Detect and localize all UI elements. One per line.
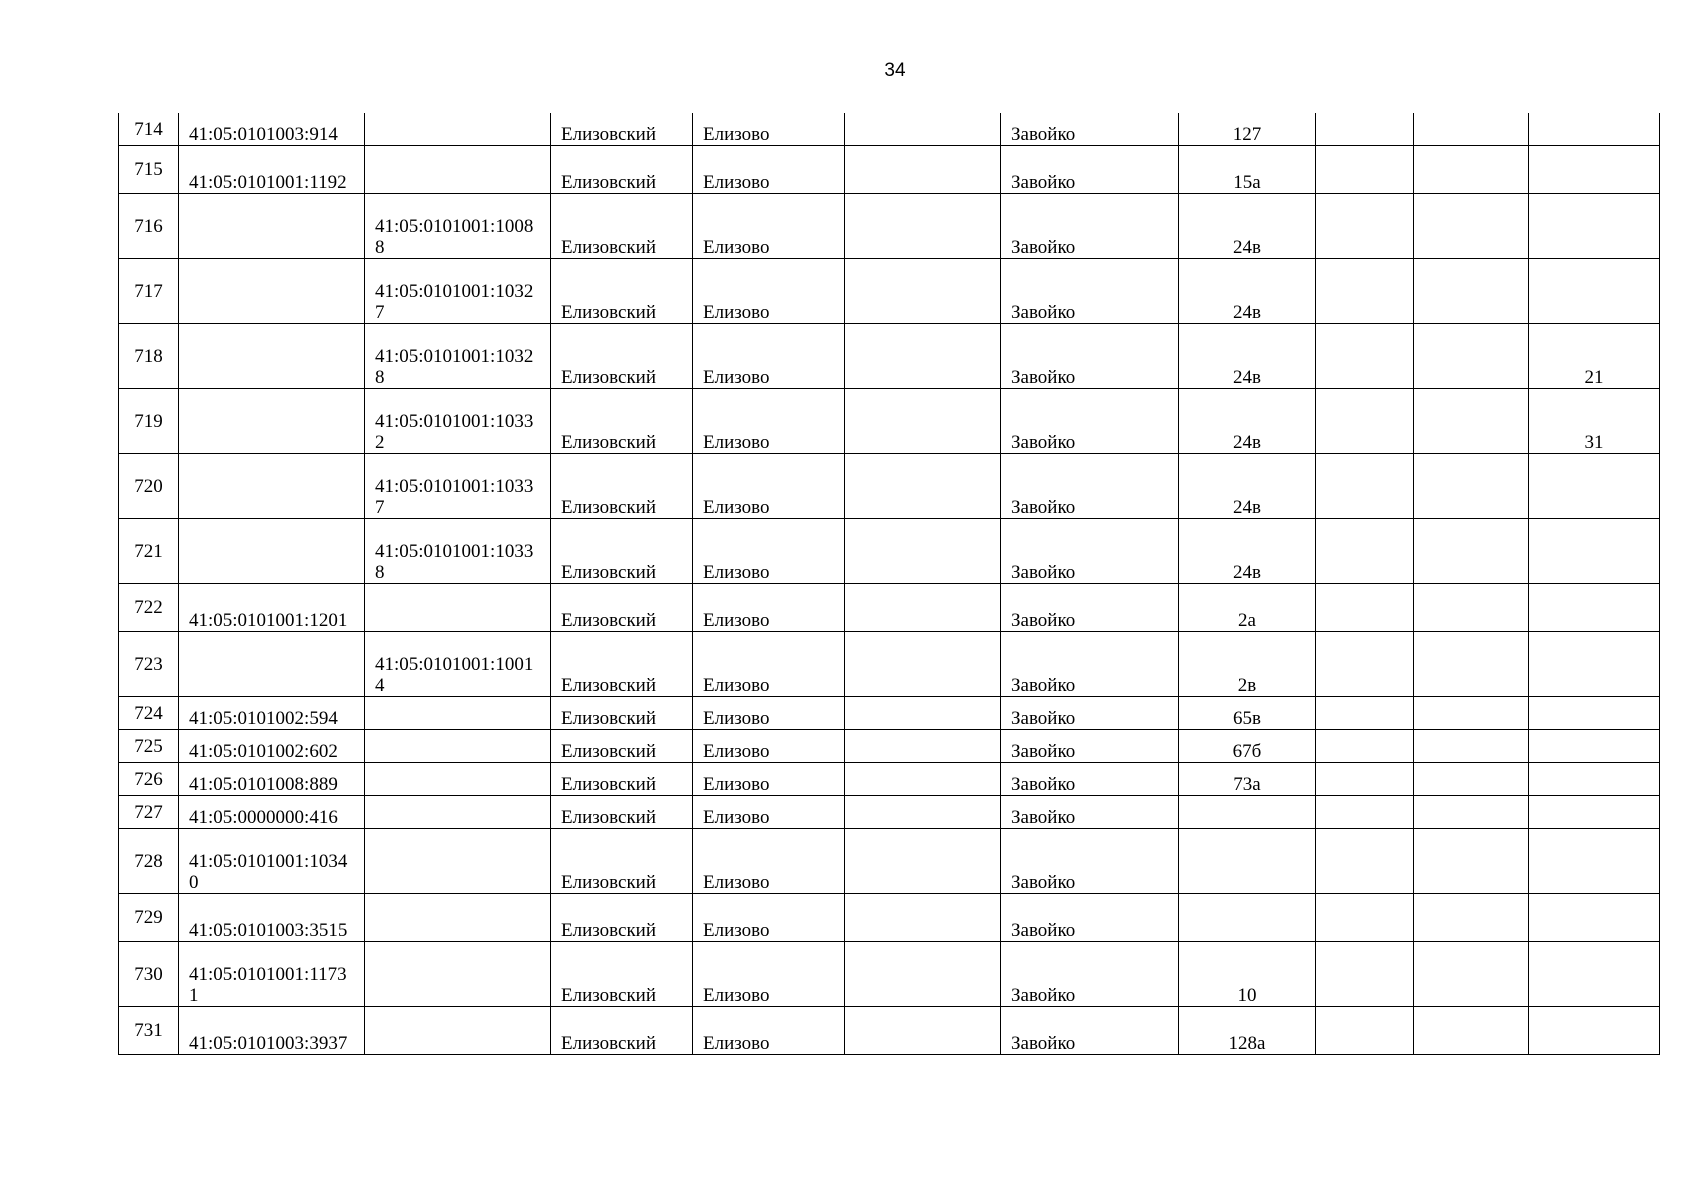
row-number: 714 [119, 113, 179, 146]
empty-cell [845, 942, 1001, 1007]
district-cell: Елизовский [551, 697, 693, 730]
house-number-cell: 2в [1179, 632, 1316, 697]
apartment-number-cell [1529, 584, 1660, 632]
row-number: 718 [119, 324, 179, 389]
cadastral-number-cell [179, 324, 365, 389]
empty-cell [845, 730, 1001, 763]
table-row [119, 454, 1660, 519]
empty-cell [1316, 894, 1414, 942]
city-cell: Елизово [693, 454, 845, 519]
street-cell: Завойко [1001, 324, 1179, 389]
empty-cell [1414, 942, 1529, 1007]
row-number: 719 [119, 389, 179, 454]
empty-cell [845, 697, 1001, 730]
building-cadastral-number-cell: 41:05:0101001:10014 [365, 632, 551, 697]
building-cadastral-number-cell [365, 1007, 551, 1055]
empty-cell [845, 146, 1001, 194]
district-cell: Елизовский [551, 584, 693, 632]
city-cell: Елизово [693, 763, 845, 796]
district-cell: Елизовский [551, 454, 693, 519]
row-number: 720 [119, 454, 179, 519]
apartment-number-cell: 31 [1529, 389, 1660, 454]
cadastral-number-cell: 41:05:0101001:1201 [179, 584, 365, 632]
row-number: 715 [119, 146, 179, 194]
district-cell: Елизовский [551, 894, 693, 942]
street-cell: Завойко [1001, 454, 1179, 519]
empty-cell [1414, 146, 1529, 194]
cadastral-number-cell: 41:05:0101002:594 [179, 697, 365, 730]
table-row [119, 763, 1660, 796]
street-cell: Завойко [1001, 259, 1179, 324]
cadastral-number-cell: 41:05:0101001:11731 [179, 942, 365, 1007]
building-cadastral-number-cell: 41:05:0101001:10332 [365, 389, 551, 454]
empty-cell [1316, 730, 1414, 763]
empty-cell [1414, 519, 1529, 584]
empty-cell [845, 113, 1001, 146]
street-cell: Завойко [1001, 730, 1179, 763]
row-number: 728 [119, 829, 179, 894]
house-number-cell [1179, 796, 1316, 829]
table-row [119, 942, 1660, 1007]
empty-cell [845, 519, 1001, 584]
street-cell: Завойко [1001, 632, 1179, 697]
cadastral-number-cell: 41:05:0101008:889 [179, 763, 365, 796]
row-number: 721 [119, 519, 179, 584]
apartment-number-cell [1529, 796, 1660, 829]
building-cadastral-number-cell [365, 763, 551, 796]
city-cell: Елизово [693, 1007, 845, 1055]
street-cell: Завойко [1001, 796, 1179, 829]
cadastral-number-cell: 41:05:0101003:3515 [179, 894, 365, 942]
apartment-number-cell [1529, 146, 1660, 194]
district-cell: Елизовский [551, 389, 693, 454]
row-number: 725 [119, 730, 179, 763]
house-number-cell: 24в [1179, 324, 1316, 389]
building-cadastral-number-cell: 41:05:0101001:10088 [365, 194, 551, 259]
city-cell: Елизово [693, 697, 845, 730]
table-row [119, 113, 1660, 146]
district-cell: Елизовский [551, 1007, 693, 1055]
building-cadastral-number-cell [365, 829, 551, 894]
street-cell: Завойко [1001, 1007, 1179, 1055]
apartment-number-cell [1529, 113, 1660, 146]
apartment-number-cell [1529, 829, 1660, 894]
district-cell: Елизовский [551, 113, 693, 146]
building-cadastral-number-cell [365, 113, 551, 146]
house-number-cell: 65в [1179, 697, 1316, 730]
building-cadastral-number-cell [365, 697, 551, 730]
empty-cell [1316, 454, 1414, 519]
table-row [119, 389, 1660, 454]
building-cadastral-number-cell [365, 894, 551, 942]
table-row [119, 730, 1660, 763]
house-number-cell: 24в [1179, 519, 1316, 584]
empty-cell [1414, 829, 1529, 894]
empty-cell [1414, 697, 1529, 730]
empty-cell [1414, 113, 1529, 146]
apartment-number-cell [1529, 1007, 1660, 1055]
city-cell: Елизово [693, 730, 845, 763]
building-cadastral-number-cell [365, 584, 551, 632]
table-body [119, 113, 1660, 1055]
empty-cell [1414, 763, 1529, 796]
district-cell: Елизовский [551, 730, 693, 763]
district-cell: Елизовский [551, 259, 693, 324]
empty-cell [1414, 454, 1529, 519]
district-cell: Елизовский [551, 763, 693, 796]
house-number-cell [1179, 829, 1316, 894]
row-number: 724 [119, 697, 179, 730]
table-row [119, 1007, 1660, 1055]
empty-cell [1316, 697, 1414, 730]
building-cadastral-number-cell [365, 942, 551, 1007]
cadastral-number-cell [179, 519, 365, 584]
building-cadastral-number-cell: 41:05:0101001:10327 [365, 259, 551, 324]
empty-cell [1316, 113, 1414, 146]
empty-cell [845, 796, 1001, 829]
house-number-cell: 67б [1179, 730, 1316, 763]
page-number: 34 [884, 60, 906, 81]
building-cadastral-number-cell: 41:05:0101001:10338 [365, 519, 551, 584]
apartment-number-cell [1529, 194, 1660, 259]
house-number-cell: 24в [1179, 389, 1316, 454]
building-cadastral-number-cell: 41:05:0101001:10337 [365, 454, 551, 519]
cadastral-number-cell: 41:05:0101003:914 [179, 113, 365, 146]
empty-cell [1414, 584, 1529, 632]
table-row [119, 829, 1660, 894]
row-number: 727 [119, 796, 179, 829]
city-cell: Елизово [693, 829, 845, 894]
empty-cell [1316, 763, 1414, 796]
empty-cell [845, 763, 1001, 796]
cadastral-number-cell: 41:05:0101001:1192 [179, 146, 365, 194]
street-cell: Завойко [1001, 584, 1179, 632]
empty-cell [1414, 730, 1529, 763]
house-number-cell: 24в [1179, 454, 1316, 519]
table-row [119, 194, 1660, 259]
apartment-number-cell [1529, 519, 1660, 584]
city-cell: Елизово [693, 146, 845, 194]
district-cell: Елизовский [551, 829, 693, 894]
table-row [119, 584, 1660, 632]
empty-cell [845, 194, 1001, 259]
city-cell: Елизово [693, 389, 845, 454]
street-cell: Завойко [1001, 763, 1179, 796]
empty-cell [1316, 259, 1414, 324]
row-number: 729 [119, 894, 179, 942]
empty-cell [845, 894, 1001, 942]
empty-cell [845, 324, 1001, 389]
empty-cell [1316, 1007, 1414, 1055]
house-number-cell: 2а [1179, 584, 1316, 632]
apartment-number-cell [1529, 942, 1660, 1007]
empty-cell [1414, 259, 1529, 324]
empty-cell [845, 632, 1001, 697]
table-row [119, 519, 1660, 584]
empty-cell [1414, 324, 1529, 389]
cadastral-number-cell: 41:05:0000000:416 [179, 796, 365, 829]
table-row [119, 632, 1660, 697]
empty-cell [1414, 632, 1529, 697]
house-number-cell: 128а [1179, 1007, 1316, 1055]
empty-cell [1316, 389, 1414, 454]
empty-cell [1316, 942, 1414, 1007]
apartment-number-cell [1529, 763, 1660, 796]
cadastral-number-cell: 41:05:0101002:602 [179, 730, 365, 763]
empty-cell [845, 259, 1001, 324]
row-number: 717 [119, 259, 179, 324]
apartment-number-cell [1529, 454, 1660, 519]
empty-cell [1316, 324, 1414, 389]
row-number: 731 [119, 1007, 179, 1055]
building-cadastral-number-cell [365, 796, 551, 829]
city-cell: Елизово [693, 324, 845, 389]
empty-cell [1414, 389, 1529, 454]
city-cell: Елизово [693, 584, 845, 632]
empty-cell [1316, 584, 1414, 632]
house-number-cell: 24в [1179, 259, 1316, 324]
cadastral-number-cell [179, 194, 365, 259]
empty-cell [845, 829, 1001, 894]
cadastral-number-cell [179, 259, 365, 324]
row-number: 722 [119, 584, 179, 632]
district-cell: Елизовский [551, 324, 693, 389]
house-number-cell: 73а [1179, 763, 1316, 796]
cadastral-number-cell [179, 632, 365, 697]
cadastral-number-cell: 41:05:0101003:3937 [179, 1007, 365, 1055]
cadastral-number-cell [179, 454, 365, 519]
street-cell: Завойко [1001, 389, 1179, 454]
apartment-number-cell [1529, 697, 1660, 730]
city-cell: Елизово [693, 259, 845, 324]
house-number-cell [1179, 894, 1316, 942]
empty-cell [1316, 632, 1414, 697]
empty-cell [845, 1007, 1001, 1055]
table-row [119, 697, 1660, 730]
empty-cell [1316, 796, 1414, 829]
street-cell: Завойко [1001, 942, 1179, 1007]
apartment-number-cell [1529, 730, 1660, 763]
district-cell: Елизовский [551, 146, 693, 194]
street-cell: Завойко [1001, 829, 1179, 894]
district-cell: Елизовский [551, 632, 693, 697]
street-cell: Завойко [1001, 697, 1179, 730]
district-cell: Елизовский [551, 796, 693, 829]
table-row [119, 259, 1660, 324]
row-number: 716 [119, 194, 179, 259]
city-cell: Елизово [693, 113, 845, 146]
street-cell: Завойко [1001, 894, 1179, 942]
cadastral-number-cell: 41:05:0101001:10340 [179, 829, 365, 894]
empty-cell [1316, 146, 1414, 194]
empty-cell [1414, 796, 1529, 829]
district-cell: Елизовский [551, 519, 693, 584]
house-number-cell: 24в [1179, 194, 1316, 259]
street-cell: Завойко [1001, 146, 1179, 194]
house-number-cell: 127 [1179, 113, 1316, 146]
district-cell: Елизовский [551, 194, 693, 259]
apartment-number-cell: 21 [1529, 324, 1660, 389]
table-row [119, 146, 1660, 194]
house-number-cell: 10 [1179, 942, 1316, 1007]
empty-cell [1316, 194, 1414, 259]
city-cell: Елизово [693, 519, 845, 584]
row-number: 730 [119, 942, 179, 1007]
street-cell: Завойко [1001, 194, 1179, 259]
empty-cell [1414, 194, 1529, 259]
apartment-number-cell [1529, 894, 1660, 942]
building-cadastral-number-cell: 41:05:0101001:10328 [365, 324, 551, 389]
city-cell: Елизово [693, 894, 845, 942]
apartment-number-cell [1529, 632, 1660, 697]
registry-table [118, 113, 1660, 1055]
street-cell: Завойко [1001, 519, 1179, 584]
empty-cell [1414, 1007, 1529, 1055]
district-cell: Елизовский [551, 942, 693, 1007]
table-row [119, 796, 1660, 829]
table-row [119, 324, 1660, 389]
city-cell: Елизово [693, 194, 845, 259]
city-cell: Елизово [693, 796, 845, 829]
street-cell: Завойко [1001, 113, 1179, 146]
empty-cell [1414, 894, 1529, 942]
empty-cell [845, 584, 1001, 632]
empty-cell [845, 389, 1001, 454]
table-row [119, 894, 1660, 942]
city-cell: Елизово [693, 632, 845, 697]
house-number-cell: 15а [1179, 146, 1316, 194]
building-cadastral-number-cell [365, 146, 551, 194]
empty-cell [845, 454, 1001, 519]
row-number: 723 [119, 632, 179, 697]
building-cadastral-number-cell [365, 730, 551, 763]
empty-cell [1316, 829, 1414, 894]
apartment-number-cell [1529, 259, 1660, 324]
row-number: 726 [119, 763, 179, 796]
empty-cell [1316, 519, 1414, 584]
city-cell: Елизово [693, 942, 845, 1007]
cadastral-number-cell [179, 389, 365, 454]
